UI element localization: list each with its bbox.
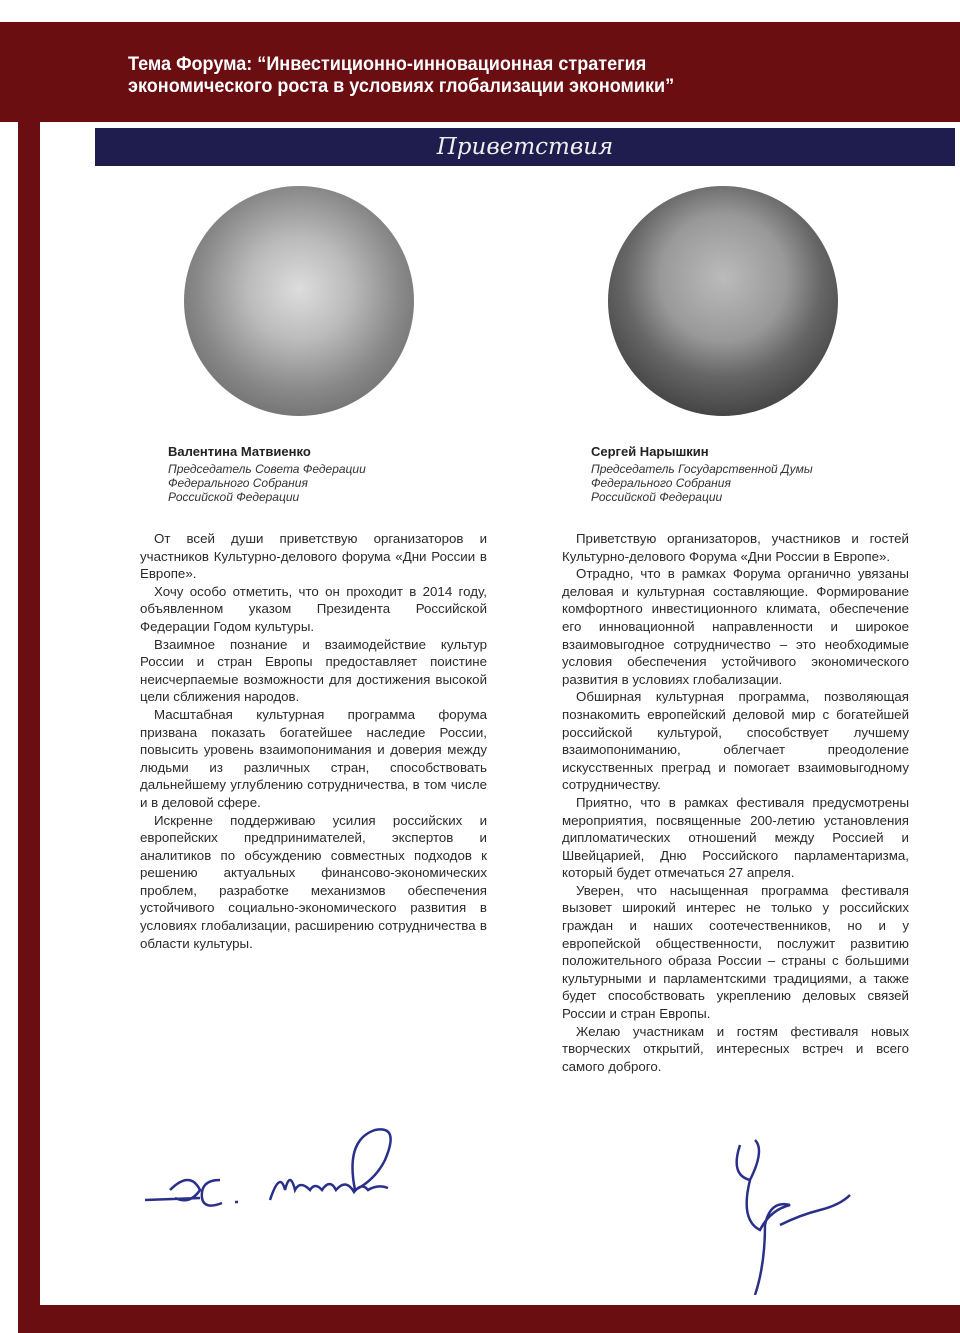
title-line-1: Тема Форума: “Инвестиционно-инновационная стратегия xyxy=(128,54,647,75)
bottom-border xyxy=(18,1305,960,1333)
left-role xyxy=(168,462,366,504)
paragraph: Приветствую организаторов, участников и гостей Культурно-делового Форума «Дни России в Европе». xyxy=(562,531,909,564)
forum-theme-title xyxy=(128,54,674,98)
role-line: Федерального Собрания xyxy=(591,476,731,490)
role-line: Российской Федерации xyxy=(591,490,723,504)
role-line: Федерального Собрания xyxy=(168,476,308,490)
paragraph: Масштабная культурная программа форума призвана показать богатейшее наследие России, повысить уровень взаимопонимания и доверия между людьми из различных стран, способствовать дальнейшему углублению сотрудничества, в том числе и в деловой сфере. xyxy=(140,706,487,810)
portrait-matvienko xyxy=(184,186,414,416)
paragraph: Уверен, что насыщенная программа фестиваля вызовет широкий интерес не только у российских граждан и наших соотечественников, но и у европейской общественности, послужит развитию положительного образа России – страны с большими культурными и парламентскими традициями, а также будет способствовать укреплению деловых связей России и стран Европы. xyxy=(562,882,909,1022)
left-greeting-text xyxy=(140,530,487,952)
paragraph: Искренне поддерживаю усилия российских и европейских предпринимателей, экспертов и аналитиков по обсуждению совместных подходов к решению актуальных финансово-экономических проблем, разработке механизмов обеспечения устойчивого социально-экономического развития в условиях глобализации, расширению сотрудничества в области культуры. xyxy=(140,812,487,951)
role-line: Председатель Совета Федерации xyxy=(168,462,366,476)
left-border xyxy=(18,122,40,1317)
right-greeting-text xyxy=(562,530,909,1075)
paragraph: От всей души приветствую организаторов и участников Культурно-делового форума «Дни России в Европе». xyxy=(140,531,487,582)
left-name: Валентина Матвиенко xyxy=(168,444,311,459)
section-heading: Приветствия xyxy=(95,128,955,166)
signature-naryshkin xyxy=(720,1135,870,1295)
role-line: Председатель Государственной Думы xyxy=(591,462,813,476)
paragraph: Обширная культурная программа, позволяющая познакомить европейский деловой мир с богатейшей российской культурой, способствует лучшему взаимопониманию, облегчает преодоление искусственных преград и помогает взаимовыгодному сотрудничеству. xyxy=(562,689,909,793)
paragraph: Взаимное познание и взаимодействие культур России и стран Европы предоставляет поистине неисчерпаемые возможности для достижения высокой цели сближения народов. xyxy=(140,636,487,705)
paragraph: Хочу особо отметить, что он проходит в 2014 году, объявленном указом Президента Российской Федерации Годом культуры. xyxy=(140,583,487,634)
title-line-2: экономического роста в условиях глобализации экономики” xyxy=(128,76,675,97)
right-name: Сергей Нарышкин xyxy=(591,444,709,459)
paragraph: Желаю участникам и гостям фестиваля новых творческих открытий, интересных встреч и всего самого доброго. xyxy=(562,1023,909,1074)
right-role xyxy=(591,462,813,504)
paragraph: Отрадно, что в рамках Форума органично увязаны деловая и культурная составляющие. Формирование комфортного инвестиционного климата, обеспечение его инновационной направленности и широкое взаимовыгодное сотрудничество – это необходимые условия обеспечения устойчивого экономического развития в условиях глобализации. xyxy=(562,566,909,687)
paragraph: Приятно, что в рамках фестиваля предусмотрены мероприятия, посвященные 200-летию установления дипломатических отношений между Россией и Швейцарией, Дню Российского парламентаризма, который будет отмечаться 27 апреля. xyxy=(562,794,909,881)
signature-matvienko xyxy=(140,1110,460,1220)
role-line: Российской Федерации xyxy=(168,490,300,504)
portrait-naryshkin xyxy=(608,186,838,416)
